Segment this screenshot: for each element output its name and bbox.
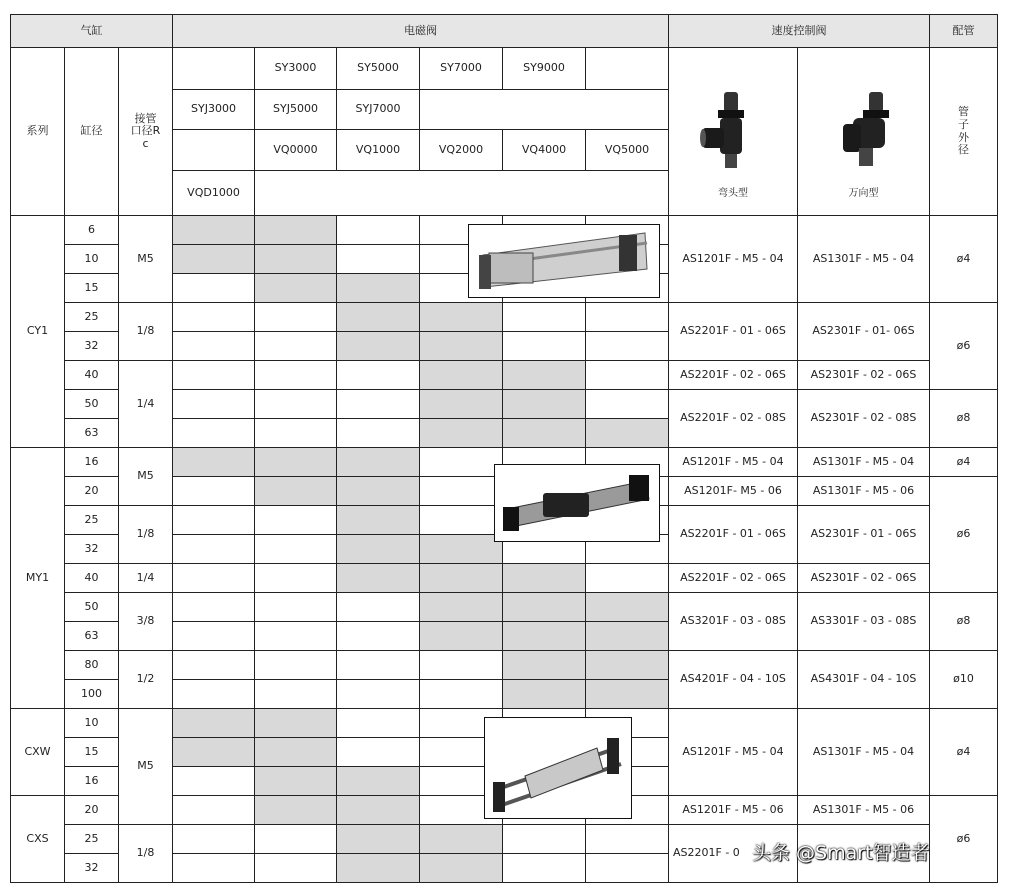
bore-cell: 16 — [65, 767, 119, 796]
compat-cell — [255, 593, 337, 622]
elbow-model: AS2201F - 01 - 06S — [669, 303, 798, 361]
valve-label: VQ0000 — [255, 130, 337, 171]
universal-model: AS2301F - 02 - 06S — [798, 361, 930, 390]
series-cell: MY1 — [11, 448, 65, 709]
valve-label: SY7000 — [420, 48, 503, 90]
compat-cell — [173, 593, 255, 622]
compat-cell — [255, 535, 337, 564]
tube-od: ø4 — [930, 216, 998, 303]
compat-cell — [503, 651, 586, 680]
compat-cell — [337, 506, 420, 535]
compat-cell — [173, 796, 255, 825]
compat-cell — [173, 854, 255, 883]
valve-label: SY5000 — [337, 48, 420, 90]
compat-cell — [173, 303, 255, 332]
compat-cell — [586, 825, 669, 854]
compat-cell — [586, 390, 669, 419]
tube-od: ø8 — [930, 390, 998, 448]
bore-cell: 32 — [65, 854, 119, 883]
valve-label: VQD1000 — [173, 171, 255, 216]
compat-cell — [173, 332, 255, 361]
compat-cell — [173, 477, 255, 506]
bore-cell: 32 — [65, 535, 119, 564]
compat-cell — [173, 564, 255, 593]
bore-cell: 10 — [65, 245, 119, 274]
compat-cell — [255, 651, 337, 680]
valve-label: SY3000 — [255, 48, 337, 90]
bore-cell: 80 — [65, 651, 119, 680]
cylinder-header: 气缸 — [11, 15, 173, 48]
compat-cell — [173, 825, 255, 854]
tube-od: ø10 — [930, 651, 998, 709]
compat-cell — [337, 825, 420, 854]
cy1-rodless-cylinder-image — [469, 225, 659, 297]
speed-controller-header: 速度控制阀 — [669, 15, 930, 48]
compat-cell — [586, 332, 669, 361]
compat-cell — [337, 767, 420, 796]
compat-cell — [420, 564, 503, 593]
valve-label: VQ2000 — [420, 130, 503, 171]
compat-cell — [503, 854, 586, 883]
compat-cell — [420, 506, 503, 535]
compat-cell — [586, 564, 669, 593]
port-cell: 1/8 — [119, 303, 173, 361]
universal-model: AS2301F - 02 - 08S — [798, 390, 930, 448]
compat-cell — [420, 303, 503, 332]
elbow-model: AS2201F - 01 - 06S — [669, 506, 798, 564]
compat-cell — [586, 593, 669, 622]
bore-cell: 50 — [65, 390, 119, 419]
bore-cell: 25 — [65, 303, 119, 332]
compat-cell — [503, 419, 586, 448]
valve-label: VQ4000 — [503, 130, 586, 171]
tube-od: ø6 — [930, 796, 998, 883]
compat-cell — [503, 593, 586, 622]
compat-cell — [420, 622, 503, 651]
bore-cell: 63 — [65, 622, 119, 651]
compat-cell — [337, 680, 420, 709]
compat-cell — [173, 651, 255, 680]
tube-od: ø6 — [930, 477, 998, 593]
compat-cell — [420, 332, 503, 361]
compat-cell — [420, 854, 503, 883]
bore-cell: 40 — [65, 361, 119, 390]
compat-cell — [337, 651, 420, 680]
compat-cell — [337, 419, 420, 448]
compat-cell — [420, 680, 503, 709]
bore-cell: 20 — [65, 477, 119, 506]
port-size-header: 接管口径Rc — [119, 48, 173, 216]
compat-cell — [503, 303, 586, 332]
cxw-dual-rod-cylinder-image — [485, 718, 631, 818]
compat-cell — [420, 390, 503, 419]
compat-cell — [173, 680, 255, 709]
universal-type-label: 万向型 — [848, 187, 879, 199]
series-header: 系列 — [11, 48, 65, 216]
series-cell: CXW — [11, 709, 65, 796]
series-cell: CXS — [11, 796, 65, 883]
compat-cell — [255, 767, 337, 796]
valve-label: VQ5000 — [586, 130, 669, 171]
compat-cell — [337, 332, 420, 361]
cy1-cylinder-photo — [468, 224, 660, 298]
compat-cell — [173, 390, 255, 419]
valve-label: SYJ5000 — [255, 90, 337, 130]
valve-label: VQ1000 — [337, 130, 420, 171]
compat-cell — [586, 680, 669, 709]
compat-cell — [173, 535, 255, 564]
bore-header: 缸径 — [65, 48, 119, 216]
compat-cell — [255, 448, 337, 477]
elbow-model: AS2201F - 02 - 08S — [669, 390, 798, 448]
compat-cell — [255, 854, 337, 883]
compat-cell — [337, 622, 420, 651]
bore-cell: 100 — [65, 680, 119, 709]
bore-cell: 16 — [65, 448, 119, 477]
compat-cell — [255, 477, 337, 506]
bore-cell: 40 — [65, 564, 119, 593]
compat-cell — [337, 796, 420, 825]
compat-cell — [173, 709, 255, 738]
compat-cell — [503, 564, 586, 593]
bore-cell: 32 — [65, 332, 119, 361]
compat-cell — [337, 535, 420, 564]
compat-cell — [255, 738, 337, 767]
compat-cell — [586, 361, 669, 390]
elbow-model: AS3201F - 03 - 08S — [669, 593, 798, 651]
compat-cell — [337, 216, 420, 245]
compat-cell — [420, 593, 503, 622]
compat-cell — [173, 738, 255, 767]
watermark: 头条 @Smart智造者 — [752, 842, 930, 864]
compat-cell — [420, 361, 503, 390]
universal-speed-controller-image — [829, 88, 899, 184]
compat-cell — [337, 854, 420, 883]
compat-cell — [586, 419, 669, 448]
compat-cell — [420, 825, 503, 854]
compat-cell — [337, 477, 420, 506]
elbow-model: AS2201F - 0 — [669, 825, 798, 883]
compat-cell — [255, 332, 337, 361]
compat-cell — [173, 216, 255, 245]
port-cell: M5 — [119, 709, 173, 825]
bore-cell: 20 — [65, 796, 119, 825]
compat-cell — [255, 796, 337, 825]
bore-cell: 10 — [65, 709, 119, 738]
elbow-model: AS1201F - M5 - 04 — [669, 448, 798, 477]
universal-model: AS4301F - 04 - 10S — [798, 651, 930, 709]
elbow-model: AS1201F- M5 - 06 — [669, 477, 798, 506]
universal-type-cell — [798, 48, 930, 216]
compat-cell — [173, 622, 255, 651]
bore-cell: 15 — [65, 738, 119, 767]
compat-cell — [586, 303, 669, 332]
port-cell: 1/4 — [119, 361, 173, 448]
compat-cell — [586, 854, 669, 883]
port-cell: 1/8 — [119, 506, 173, 564]
compat-cell — [255, 622, 337, 651]
compat-cell — [255, 390, 337, 419]
elbow-speed-controller-image — [698, 88, 768, 184]
compat-cell — [173, 274, 255, 303]
compat-cell — [255, 245, 337, 274]
universal-model: AS2301F - 02 - 06S — [798, 564, 930, 593]
compat-cell — [586, 651, 669, 680]
compat-cell — [337, 303, 420, 332]
compat-cell — [586, 622, 669, 651]
elbow-model: AS4201F - 04 - 10S — [669, 651, 798, 709]
compat-cell — [420, 651, 503, 680]
compat-cell — [337, 390, 420, 419]
compat-cell — [255, 564, 337, 593]
compat-cell — [337, 274, 420, 303]
compat-cell — [173, 506, 255, 535]
port-cell: 1/4 — [119, 564, 173, 593]
compat-cell — [255, 506, 337, 535]
compat-cell — [503, 622, 586, 651]
universal-model: AS1301F - M5 - 04 — [798, 448, 930, 477]
bore-cell: 25 — [65, 825, 119, 854]
valve-label: SYJ3000 — [173, 90, 255, 130]
compat-cell — [255, 303, 337, 332]
compat-cell — [255, 216, 337, 245]
piping-header: 配管 — [930, 15, 998, 48]
universal-model: AS2301F - 01- 06S — [798, 303, 930, 361]
universal-model: AS3301F - 03 - 08S — [798, 593, 930, 651]
compat-cell — [337, 448, 420, 477]
compat-cell — [503, 361, 586, 390]
compat-cell — [255, 680, 337, 709]
bore-cell: 63 — [65, 419, 119, 448]
tube-od-header: 管子外径 — [930, 48, 998, 216]
compat-cell — [337, 709, 420, 738]
elbow-model: AS1201F - M5 - 04 — [669, 709, 798, 796]
elbow-type-cell — [669, 48, 798, 216]
universal-model: AS1301F - M5 - 06 — [798, 477, 930, 506]
tube-od: ø4 — [930, 448, 998, 477]
compat-cell — [337, 738, 420, 767]
bore-cell: 25 — [65, 506, 119, 535]
compat-cell — [420, 448, 503, 477]
compat-cell — [173, 448, 255, 477]
compat-cell — [173, 767, 255, 796]
compat-cell — [503, 680, 586, 709]
compat-cell — [255, 274, 337, 303]
elbow-model: AS1201F - M5 - 04 — [669, 216, 798, 303]
universal-model: AS1301F - M5 - 06 — [798, 796, 930, 825]
port-cell: M5 — [119, 448, 173, 506]
compat-cell — [503, 825, 586, 854]
elbow-model: AS2201F - 02 - 06S — [669, 564, 798, 593]
compat-cell — [255, 361, 337, 390]
elbow-model: AS1201F - M5 - 06 — [669, 796, 798, 825]
port-cell: 1/2 — [119, 651, 173, 709]
my1-mechanical-cylinder-image — [495, 465, 659, 541]
elbow-type-label: 弯头型 — [718, 187, 748, 199]
series-cell: CY1 — [11, 216, 65, 448]
port-cell: 3/8 — [119, 593, 173, 651]
compat-cell — [420, 419, 503, 448]
cxw-cylinder-photo — [484, 717, 632, 819]
compat-cell — [503, 332, 586, 361]
tube-od: ø8 — [930, 593, 998, 651]
compat-cell — [173, 361, 255, 390]
bore-cell: 50 — [65, 593, 119, 622]
valve-label: SYJ7000 — [337, 90, 420, 130]
compat-cell — [255, 709, 337, 738]
universal-model: AS1301F - M5 - 04 — [798, 216, 930, 303]
universal-model: AS2301F - 01 - 06S — [798, 506, 930, 564]
my1-cylinder-photo — [494, 464, 660, 542]
compat-cell — [337, 361, 420, 390]
valve-label: SY9000 — [503, 48, 586, 90]
compat-cell — [503, 390, 586, 419]
solenoid-valve-header: 电磁阀 — [173, 15, 669, 48]
elbow-model: AS2201F - 02 - 06S — [669, 361, 798, 390]
port-cell: M5 — [119, 216, 173, 303]
universal-model: AS1301F - M5 - 04 — [798, 709, 930, 796]
bore-cell: 6 — [65, 216, 119, 245]
bore-cell: 15 — [65, 274, 119, 303]
compat-cell — [173, 419, 255, 448]
tube-od: ø4 — [930, 709, 998, 796]
compat-cell — [420, 535, 503, 564]
compat-cell — [255, 825, 337, 854]
compat-cell — [255, 419, 337, 448]
compat-cell — [337, 593, 420, 622]
compat-cell — [337, 245, 420, 274]
compat-cell — [420, 477, 503, 506]
port-cell: 1/8 — [119, 825, 173, 883]
compat-cell — [173, 245, 255, 274]
compat-cell — [337, 564, 420, 593]
tube-od: ø6 — [930, 303, 998, 390]
